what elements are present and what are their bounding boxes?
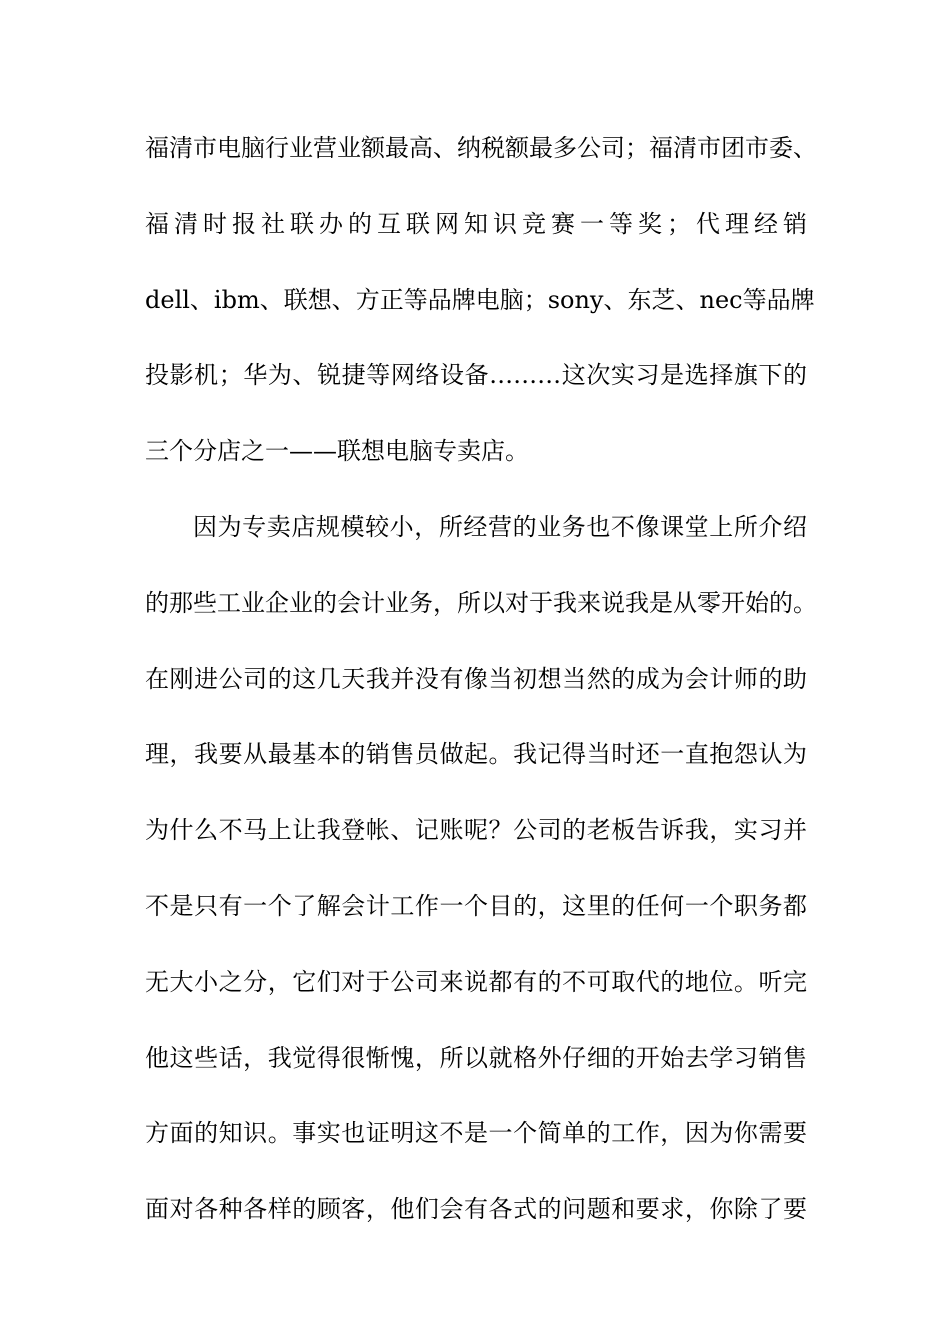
- paragraph-2: [145, 507, 817, 1265]
- text-line: 因为专卖店规模较小，所经营的业务也不像课堂上所介绍: [193, 512, 807, 541]
- text-line: 面对各种各样的顾客，他们会有各式的问题和要求，你除了要: [145, 1195, 807, 1224]
- text-line: 在刚进公司的这几天我并没有像当初想当然的成为会计师的助: [145, 664, 807, 693]
- text-line: 福清市电脑行业营业额最高、纳税额最多公司；福清市团市委、: [145, 134, 817, 162]
- text-line: 不是只有一个了解会计工作一个目的，这里的任何一个职务都: [145, 891, 807, 920]
- text-line: 为什么不马上让我登帐、记账呢？公司的老板告诉我，实习并: [145, 816, 807, 845]
- text-line: 理，我要从最基本的销售员做起。我记得当时还一直抱怨认为: [145, 740, 807, 769]
- paragraph-1: [145, 128, 817, 507]
- document-body: [145, 128, 817, 1265]
- text-line: 福清时报社联办的互联网知识竞赛一等奖；代理经销: [145, 209, 807, 238]
- text-line: dell、ibm、联想、方正等品牌电脑；sony、东芝、nec等品牌: [145, 285, 815, 314]
- text-line: 无大小之分，它们对于公司来说都有的不可取代的地位。听完: [145, 967, 807, 996]
- text-line: 他这些话，我觉得很惭愧，所以就格外仔细的开始去学习销售: [145, 1043, 807, 1072]
- text-line: 的那些工业企业的会计业务，所以对于我来说我是从零开始的。: [145, 588, 817, 617]
- text-line: 方面的知识。事实也证明这不是一个简单的工作，因为你需要: [145, 1119, 807, 1148]
- text-line: 投影机；华为、锐捷等网络设备………这次实习是选择旗下的: [145, 361, 807, 390]
- text-line: 三个分店之一——联想电脑专卖店。: [145, 437, 529, 466]
